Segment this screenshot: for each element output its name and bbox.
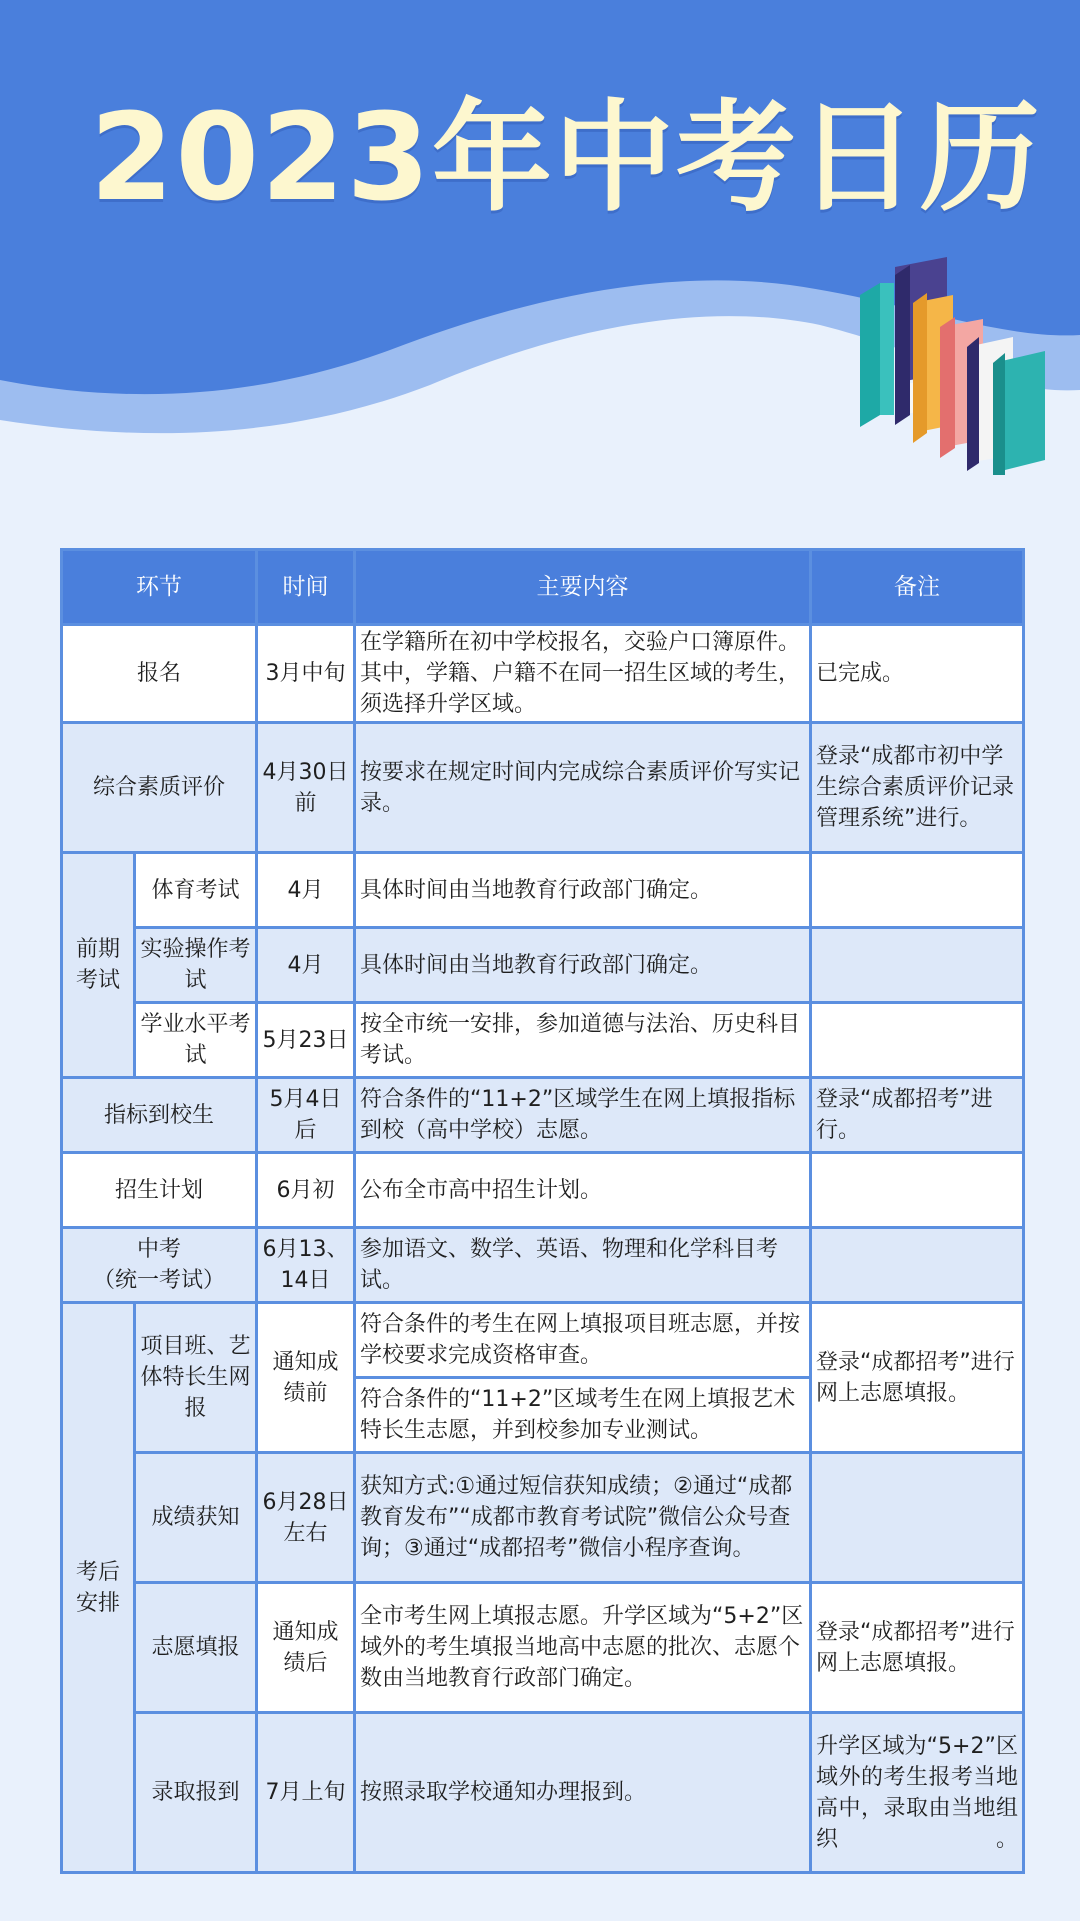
header-stage: 环节 — [62, 550, 257, 625]
table-row-enrollment-plan — [62, 1153, 1024, 1228]
table-header-row — [62, 550, 1024, 625]
table-row-score-retrieval — [62, 1453, 1024, 1583]
stage-cell: 体育考试 — [135, 853, 257, 928]
stage-cell: 学业水平考试 — [135, 1003, 257, 1078]
stage-cell — [62, 1228, 257, 1303]
page-title: 2023年中考日历 — [90, 89, 1042, 228]
content-cell: 符合条件的“11+2”区域考生在网上填报艺术特长生志愿，并到校参加专业测试。 — [355, 1378, 811, 1453]
books-icon — [855, 255, 1055, 475]
time-cell: 6月28日左右 — [257, 1453, 355, 1583]
content-cell: 按全市统一安排，参加道德与法治、历史科目考试。 — [355, 1003, 811, 1078]
table-row-registration — [62, 625, 1024, 723]
table-row-quota-to-school — [62, 1078, 1024, 1153]
time-cell: 4月 — [257, 928, 355, 1003]
note-cell — [811, 853, 1024, 928]
content-cell: 公布全市高中招生计划。 — [355, 1153, 811, 1228]
note-cell: 已完成。 — [811, 625, 1024, 723]
stage-cell: 录取报到 — [135, 1713, 257, 1873]
table-row-application-fill — [62, 1583, 1024, 1713]
content-cell: 具体时间由当地教育行政部门确定。 — [355, 853, 811, 928]
time-cell: 3月中旬 — [257, 625, 355, 723]
note-cell — [811, 1003, 1024, 1078]
note-cell: 登录“成都招考”进行。 — [811, 1078, 1024, 1153]
table-row-unified-exam — [62, 1228, 1024, 1303]
time-cell: 6月初 — [257, 1153, 355, 1228]
note-cell: 升学区域为“5+2”区域外的考生报考当地高中，录取由当地组织。 — [811, 1713, 1024, 1873]
stage-cell: 项目班、艺体特长生网报 — [135, 1303, 257, 1453]
note-cell — [811, 1453, 1024, 1583]
stage-line-2: （统一考试） — [92, 1268, 225, 1293]
note-cell: 登录“成都市初中学生综合素质评价记录管理系统”进行。 — [811, 723, 1024, 853]
content-cell: 按要求在规定时间内完成综合素质评价写实记录。 — [355, 723, 811, 853]
table-row-lab-exam — [62, 928, 1024, 1003]
content-cell: 参加语文、数学、英语、物理和化学科目考试。 — [355, 1228, 811, 1303]
content-cell: 在学籍所在初中学校报名，交验户口簿原件。其中，学籍、户籍不在同一招生区域的考生，须选择升学区域。 — [355, 625, 811, 723]
table-row-admission — [62, 1713, 1024, 1873]
stage-cell: 成绩获知 — [135, 1453, 257, 1583]
stage-cell: 指标到校生 — [62, 1078, 257, 1153]
stage-cell: 报名 — [62, 625, 257, 723]
table-row-proficiency-exam — [62, 1003, 1024, 1078]
time-cell: 5月23日 — [257, 1003, 355, 1078]
time-cell: 6月13、14日 — [257, 1228, 355, 1303]
table-row-project-class — [62, 1303, 1024, 1378]
stage-cell: 志愿填报 — [135, 1583, 257, 1713]
note-cell — [811, 1228, 1024, 1303]
header-content: 主要内容 — [355, 550, 811, 625]
content-cell: 获知方式:①通过短信获知成绩；②通过“成都教育发布”“成都市教育考试院”微信公众号查询；③通过“成都招考”微信小程序查询。 — [355, 1453, 811, 1583]
header-time: 时间 — [257, 550, 355, 625]
content-cell: 符合条件的考生在网上填报项目班志愿，并按学校要求完成资格审查。 — [355, 1303, 811, 1378]
content-cell: 按照录取学校通知办理报到。 — [355, 1713, 811, 1873]
note-cell — [811, 928, 1024, 1003]
time-cell: 5月4日后 — [257, 1078, 355, 1153]
group-cell-early-exam: 前期考试 — [62, 853, 135, 1078]
header-note: 备注 — [811, 550, 1024, 625]
time-cell: 4月30日前 — [257, 723, 355, 853]
exam-calendar-table — [60, 548, 1025, 1874]
stage-cell: 实验操作考试 — [135, 928, 257, 1003]
table-row-pe-exam — [62, 853, 1024, 928]
time-cell: 通知成绩前 — [257, 1303, 355, 1453]
content-cell: 符合条件的“11+2”区域学生在网上填报指标到校（高中学校）志愿。 — [355, 1078, 811, 1153]
note-cell: 登录“成都招考”进行网上志愿填报。 — [811, 1303, 1024, 1453]
stage-line-1: 中考 — [136, 1237, 181, 1262]
stage-cell: 综合素质评价 — [62, 723, 257, 853]
note-cell: 登录“成都招考”进行网上志愿填报。 — [811, 1583, 1024, 1713]
table-row-quality-eval — [62, 723, 1024, 853]
content-cell: 全市考生网上填报志愿。升学区域为“5+2”区域外的考生填报当地高中志愿的批次、志愿个数由当地教育行政部门确定。 — [355, 1583, 811, 1713]
content-cell: 具体时间由当地教育行政部门确定。 — [355, 928, 811, 1003]
stage-cell: 招生计划 — [62, 1153, 257, 1228]
note-cell — [811, 1153, 1024, 1228]
time-cell: 7月上旬 — [257, 1713, 355, 1873]
time-cell: 通知成绩后 — [257, 1583, 355, 1713]
time-cell: 4月 — [257, 853, 355, 928]
group-cell-post-exam: 考后安排 — [62, 1303, 135, 1873]
